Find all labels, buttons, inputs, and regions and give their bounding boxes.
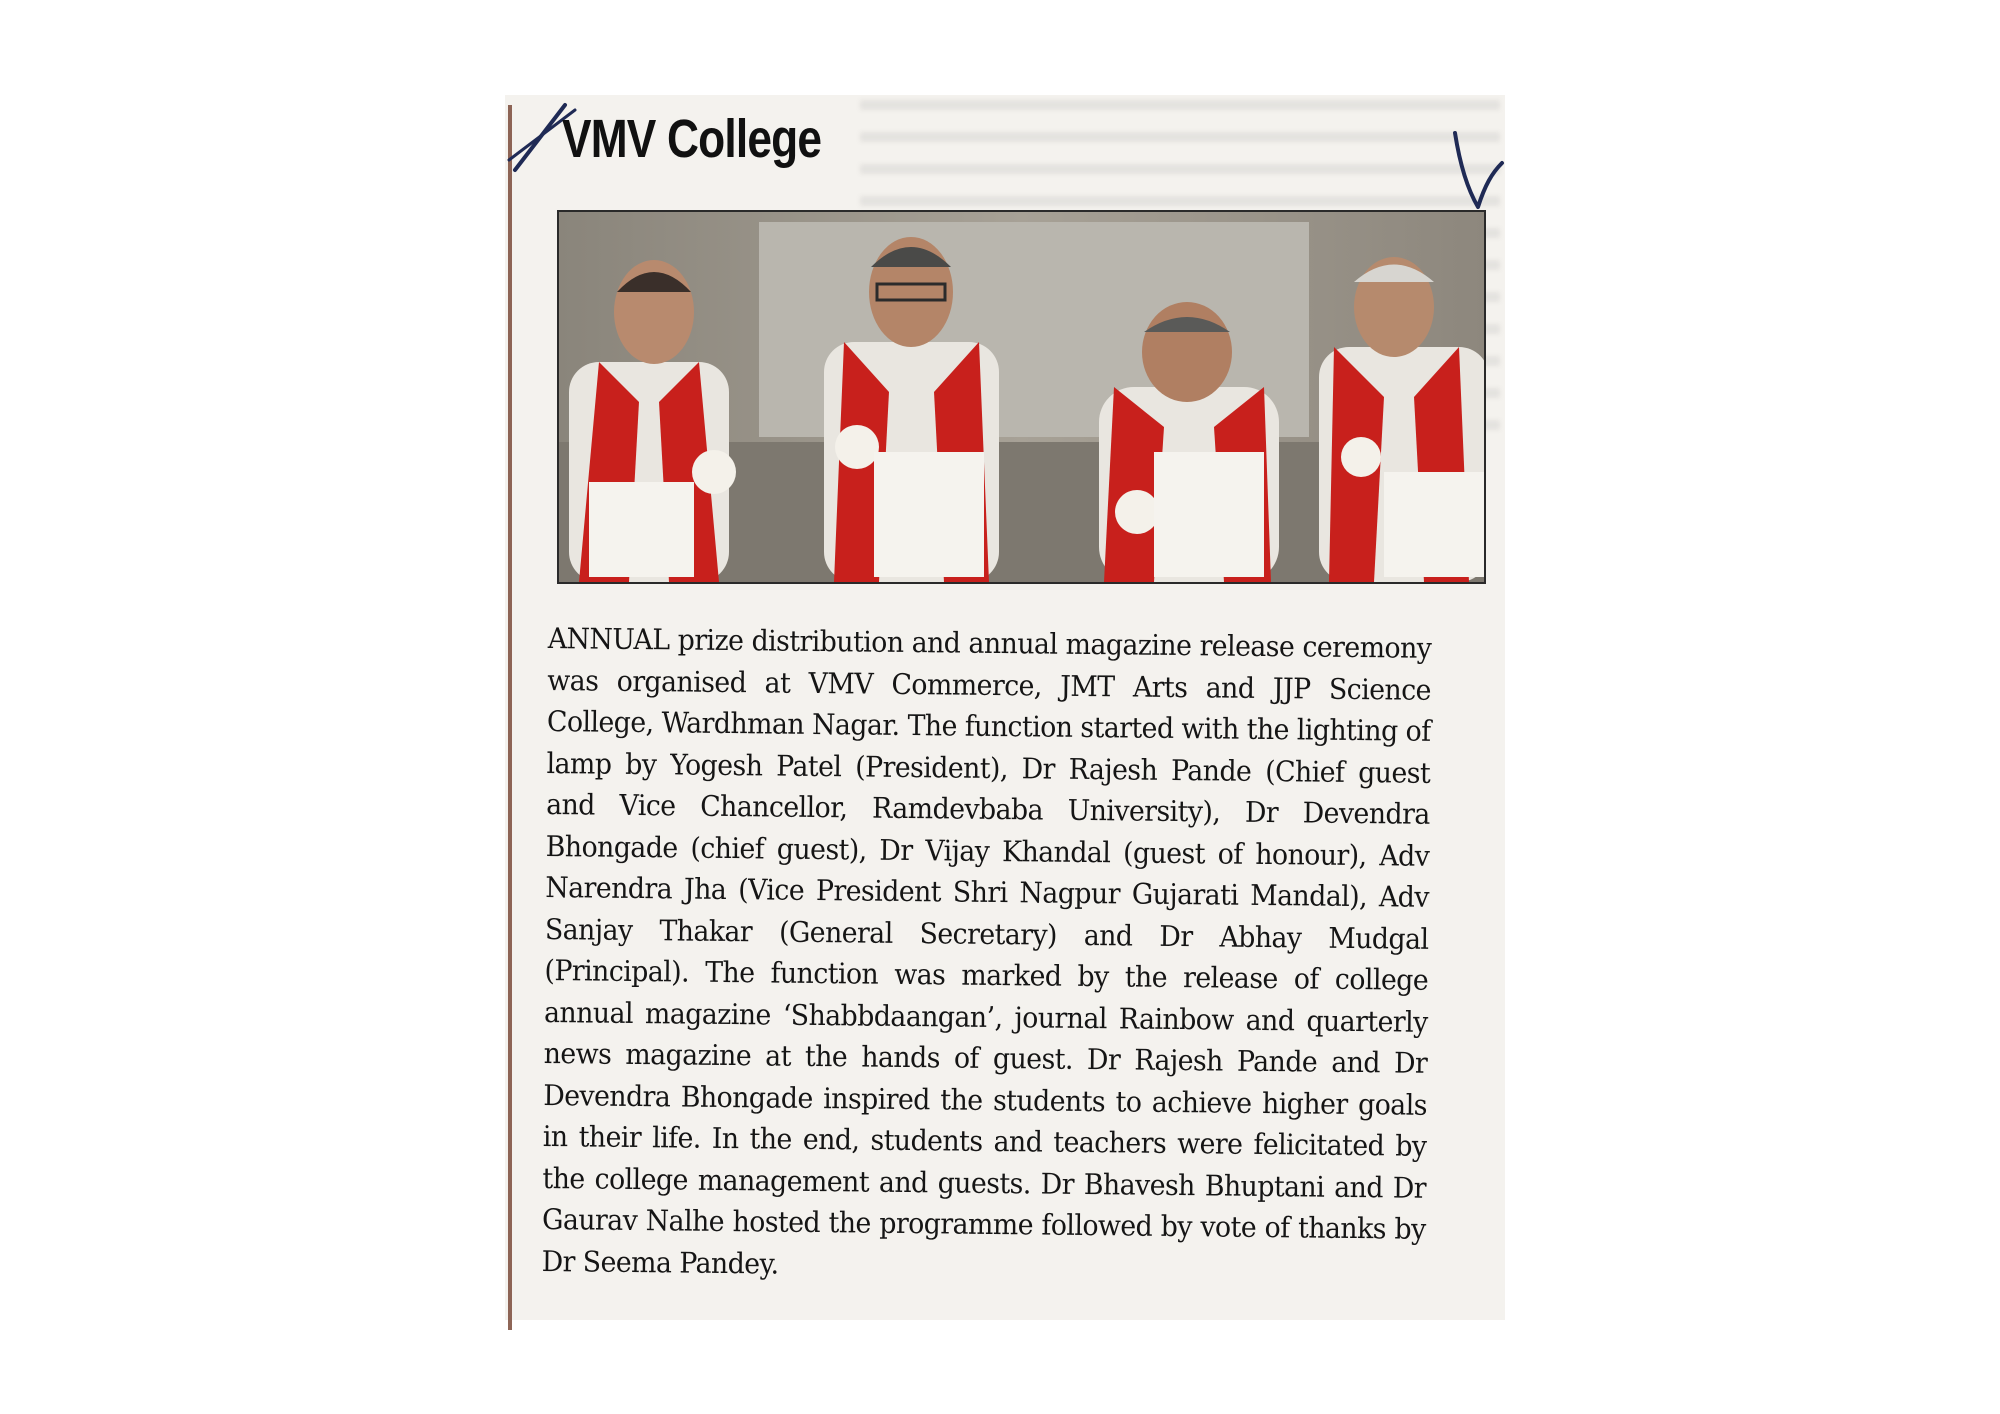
event-photo	[557, 210, 1486, 584]
pen-tick-mark	[1440, 125, 1510, 215]
photo-illustration	[559, 212, 1484, 582]
margin-line	[508, 105, 512, 1330]
article-body: ANNUAL prize distribution and annual magazine release ceremony was organised at VMV Commerce, JMT Arts and JJP Science College, Wardhman Nagar. The function started with the lighting of lamp by Yogesh Patel (President), Dr Rajesh Pande (Chief guest and Vice Chancellor, Ramdevbaba University), Dr Devendra Bhongade (chief guest), Dr Vijay Khandal (guest of honour), Adv Narendra Jha (Vice President Shri Nagpur Gujarati Mandal), Adv Sanjay Thakar (General Secretary) and Dr Abhay Mudgal (Principal). The function was marked by the release of college annual magazine ‘Shabbdaangan’, journal Rainbow and quarterly news magazine at the hands of guest. Dr Rajesh Pande and Dr Devendra Bhongade inspired the students to achieve higher goals in their life. In the end, students and teachers were felicitated by the college management and guests. Dr Bhavesh Bhuptani and Dr Gaurav Nalhe hosted the programme followed by vote of thanks by Dr Seema Pandey.	[541, 621, 1432, 1281]
headline: VMV College	[562, 109, 822, 169]
